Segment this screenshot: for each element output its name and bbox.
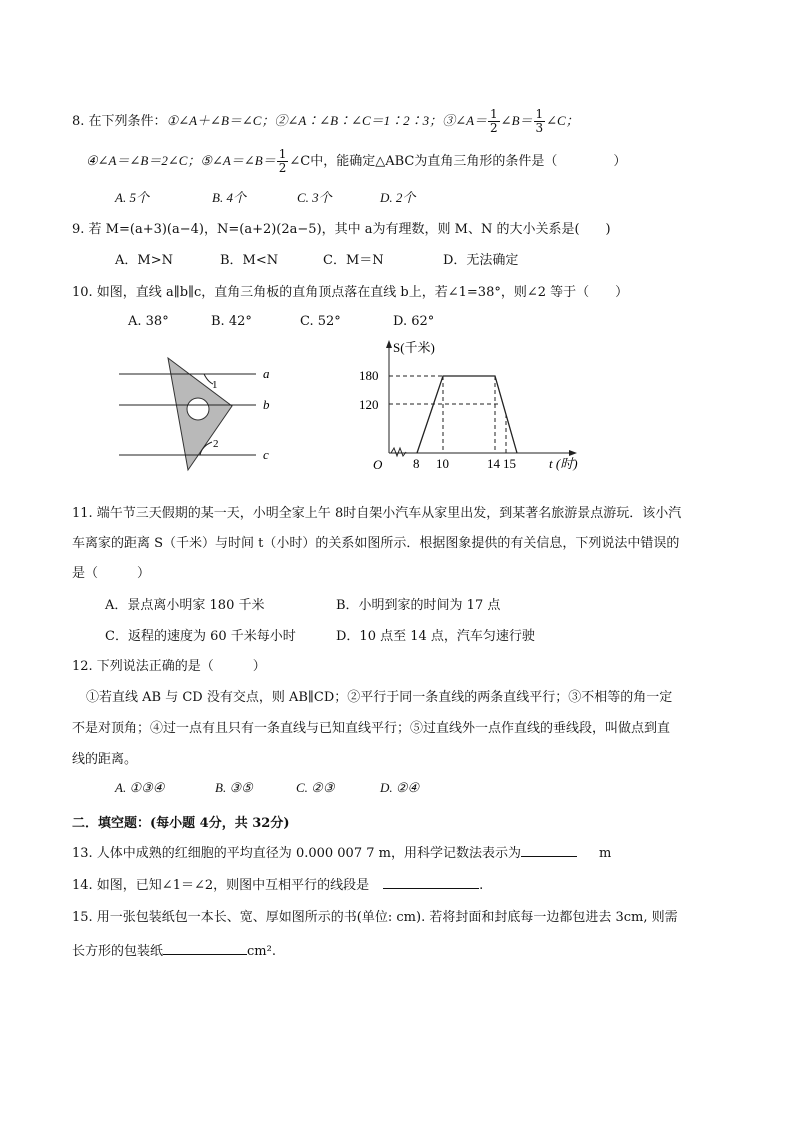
label-b: b [263,397,270,412]
q9-stem: 9. 若 M=(a+3)(a−4)，N=(a+2)(2a−5)，其中 a为有理数，则 M、N 的大小关系是( ) [72,222,611,237]
q15-line2 [72,940,276,959]
q8-cond2: ②∠A∶∠B∶∠C＝1∶2∶3； [274,113,443,128]
q11-line2: 车离家的距离 S（千米）与时间 t（小时）的关系如图所示．根据图象提供的有关信息，下列说法中错误的 [72,536,680,551]
q15-stem-end: 长方形的包装纸 [72,944,164,959]
q8-cond3-mid: ∠B＝ [500,113,533,128]
q12-stem: 12. 下列说法正确的是（ ） [72,659,266,674]
q15-answer-blank[interactable] [163,954,247,955]
q13-stem: 13. 人体中成熟的红细胞的平均直径为 0.000 007 7 m，用科学记数法表示为 [72,846,521,861]
y-tick-120: 120 [359,397,379,412]
q13-answer-blank[interactable] [521,856,577,857]
q10-option-a: A. 38° [128,314,169,329]
q8-lead: 在下列条件： [88,114,167,129]
q9-option-a: A．M>N [115,253,173,268]
q8-line2 [86,148,626,175]
y-tick-180: 180 [359,368,379,383]
q8-cond3-post: ∠C； [546,113,579,128]
parallel-lines-figure [116,352,286,472]
q12-statement-line2: 不是对顶角；④过一点有且只有一条直线与已知直线平行；⑤过直线外一点作直线的垂线段，叫做点到直 [72,721,671,736]
q15-line1: 15. 用一张包装纸包一本长、宽、厚如图所示的书(单位: cm). 若将封面和封底每一边都包进去 3cm, 则需 [72,910,678,925]
q9-option-c: C．M＝N [323,253,384,268]
q8-option-a: A. 5个 [115,190,149,205]
q9-option-b: B．M<N [220,253,279,268]
q12-option-c: C. ②③ [296,780,335,795]
q8-number: 8. [72,114,85,129]
q8-fraction-third: $\frac{1}{3}$ [535,107,544,135]
label-angle-2: 2 [213,438,219,450]
q11-line3: 是（ ） [72,566,151,581]
x-tick-8: 8 [413,456,420,471]
label-c: c [263,447,269,462]
q12-option-b: B. ③⑤ [215,780,253,795]
label-a: a [263,366,270,381]
q13-line [72,842,611,861]
q10-option-c: C. 52° [300,314,341,329]
q13-unit: m [598,846,612,861]
distance-curve [417,376,517,453]
q8-cond5-post: ∠C中，能确定△ABC为直角三角形的条件是（ [289,154,558,169]
q15-unit: cm². [247,944,276,959]
axis-break [391,448,406,456]
q14-line [72,874,483,893]
q14-answer-blank[interactable] [383,888,479,889]
x-tick-15: 15 [503,456,516,471]
q8-cond1: ①∠A＋∠B＝∠C； [166,113,275,128]
x-axis-label: t (时) [549,456,578,471]
q12-statement-line3: 线的距离。 [72,752,138,767]
q10-option-b: B. 42° [211,314,252,329]
section-heading: 二．填空题：(每小题 4分，共 32分) [72,816,290,831]
q12-option-d: D. ②④ [380,780,420,795]
q8-cond3-pre: ③∠A＝ [442,113,488,128]
q8-option-d: D. 2个 [380,190,416,205]
q11-option-c: C．返程的速度为 60 千米每小时 [105,629,296,644]
origin-label: O [373,457,383,472]
q8-line1 [72,108,579,135]
q11-option-a: A．景点离小明家 180 千米 [105,598,265,613]
q12-statement-line1: ①若直线 AB 与 CD 没有交点，则 AB∥CD；②平行于同一条直线的两条直线平行；③不相等的角一定 [86,690,673,705]
q11-line1: 11. 端午节三天假期的某一天，小明全家上午 8时自架小汽车从家里出发，到某著名旅游景点游玩．该小汽 [72,506,682,521]
q10-stem: 10. 如图，直线 a∥b∥c，直角三角板的直角顶点落在直线 b上，若∠1=38°，则∠2 等于（ ） [72,285,629,300]
q8-fraction-half: $\frac{1}{2}$ [490,107,498,135]
q11-option-d: D．10 点至 14 点，汽车匀速行驶 [336,629,535,644]
ruler-hole [187,398,209,420]
q14-end: . [479,878,484,893]
q12-option-a: A. ①③④ [115,780,165,795]
y-axis-label: S(千米) [393,340,435,355]
label-angle-1: 1 [212,379,218,391]
q14-stem: 14. 如图，已知∠1＝∠2，则图中互相平行的线段是 [72,878,370,893]
q8-close-paren: ） [613,154,627,169]
q11-option-b: B．小明到家的时间为 17 点 [336,598,501,613]
x-tick-14: 14 [487,456,500,471]
q8-cond4: ④∠A＝∠B＝2∠C；⑤∠A＝∠B＝ [86,153,276,168]
q8-option-c: C. 3个 [297,190,332,205]
distance-time-graph [355,335,585,475]
q8-fraction-half-2: $\frac{1}{2}$ [278,147,287,175]
x-tick-10: 10 [436,456,449,471]
q10-option-d: D. 62° [393,314,435,329]
y-axis-arrow [386,340,392,348]
q9-option-d: D．无法确定 [443,253,519,268]
q8-option-b: B. 4个 [212,190,246,205]
